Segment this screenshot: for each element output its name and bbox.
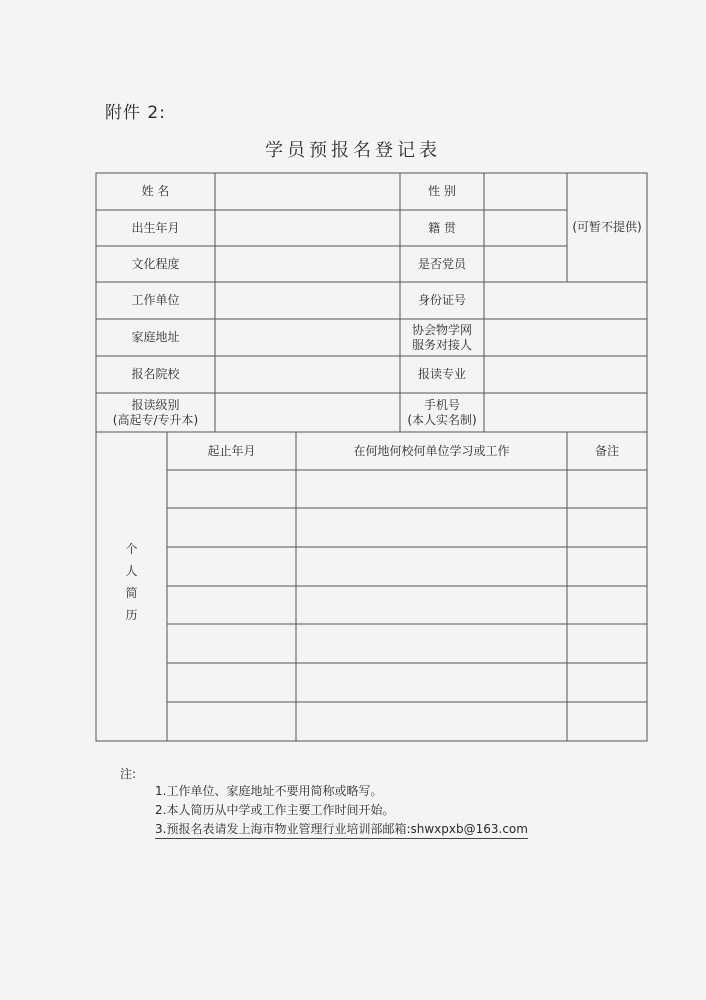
education-label: 文化程度 <box>131 256 180 271</box>
resume-row[interactable] <box>167 586 647 624</box>
resume-row[interactable] <box>167 702 647 741</box>
resume-row[interactable] <box>167 663 647 702</box>
resume-col-remark: 备注 <box>594 443 619 458</box>
major-field[interactable] <box>484 356 647 393</box>
name-field[interactable] <box>215 173 400 210</box>
resume-row[interactable] <box>167 624 647 663</box>
contact-person-field[interactable] <box>484 319 647 356</box>
resume-col-place: 在何地何校何单位学习或工作 <box>353 443 510 458</box>
note-item-3: 3.预报名表请发上海市物业管理行业培训部邮箱:shwxpxb@163.com <box>155 820 528 839</box>
id-number-label: 身份证号 <box>417 293 466 307</box>
phone-label: 手机号 (本人实名制) <box>407 397 477 427</box>
form-title: 学员预报名登记表 <box>265 140 441 161</box>
home-address-label: 家庭地址 <box>131 330 180 344</box>
contact-person-label: 协会物学网 服务对接人 <box>411 322 472 352</box>
resume-section-label: 个 人 简 历 <box>125 542 138 622</box>
gender-label: 性 别 <box>428 184 456 198</box>
education-field[interactable] <box>215 246 400 282</box>
resume-row[interactable] <box>167 547 647 586</box>
work-unit-label: 工作单位 <box>131 293 180 307</box>
birth-label: 出生年月 <box>131 220 180 235</box>
school-label: 报名院校 <box>131 367 180 381</box>
work-unit-field[interactable] <box>215 282 400 319</box>
level-field[interactable] <box>215 393 400 432</box>
school-field[interactable] <box>215 356 400 393</box>
native-place-label: 籍 贯 <box>428 220 456 235</box>
gender-field[interactable] <box>484 173 567 210</box>
photo-note: (可暂不提供) <box>572 220 642 234</box>
name-label: 姓 名 <box>141 184 170 198</box>
native-place-field[interactable] <box>484 210 567 246</box>
notes-heading: 注: <box>120 767 137 781</box>
party-member-label: 是否党员 <box>417 256 466 271</box>
photo-cell[interactable] <box>567 173 647 282</box>
attachment-label: 附件 2: <box>105 103 166 123</box>
id-number-field[interactable] <box>484 282 647 319</box>
phone-field[interactable] <box>484 393 647 432</box>
note-item-1: 1.工作单位、家庭地址不要用简称或略写。 <box>155 784 383 798</box>
note-item-2: 2.本人简历从中学或工作主要工作时间开始。 <box>155 803 395 817</box>
home-address-field[interactable] <box>215 319 400 356</box>
resume-row[interactable] <box>167 508 647 547</box>
resume-col-period: 起止年月 <box>207 443 256 458</box>
major-label: 报读专业 <box>417 367 466 381</box>
party-member-field[interactable] <box>484 246 567 282</box>
resume-row[interactable] <box>167 470 647 508</box>
level-label: 报读级别 (高起专/专升本) <box>112 397 199 427</box>
birth-field[interactable] <box>215 210 400 246</box>
